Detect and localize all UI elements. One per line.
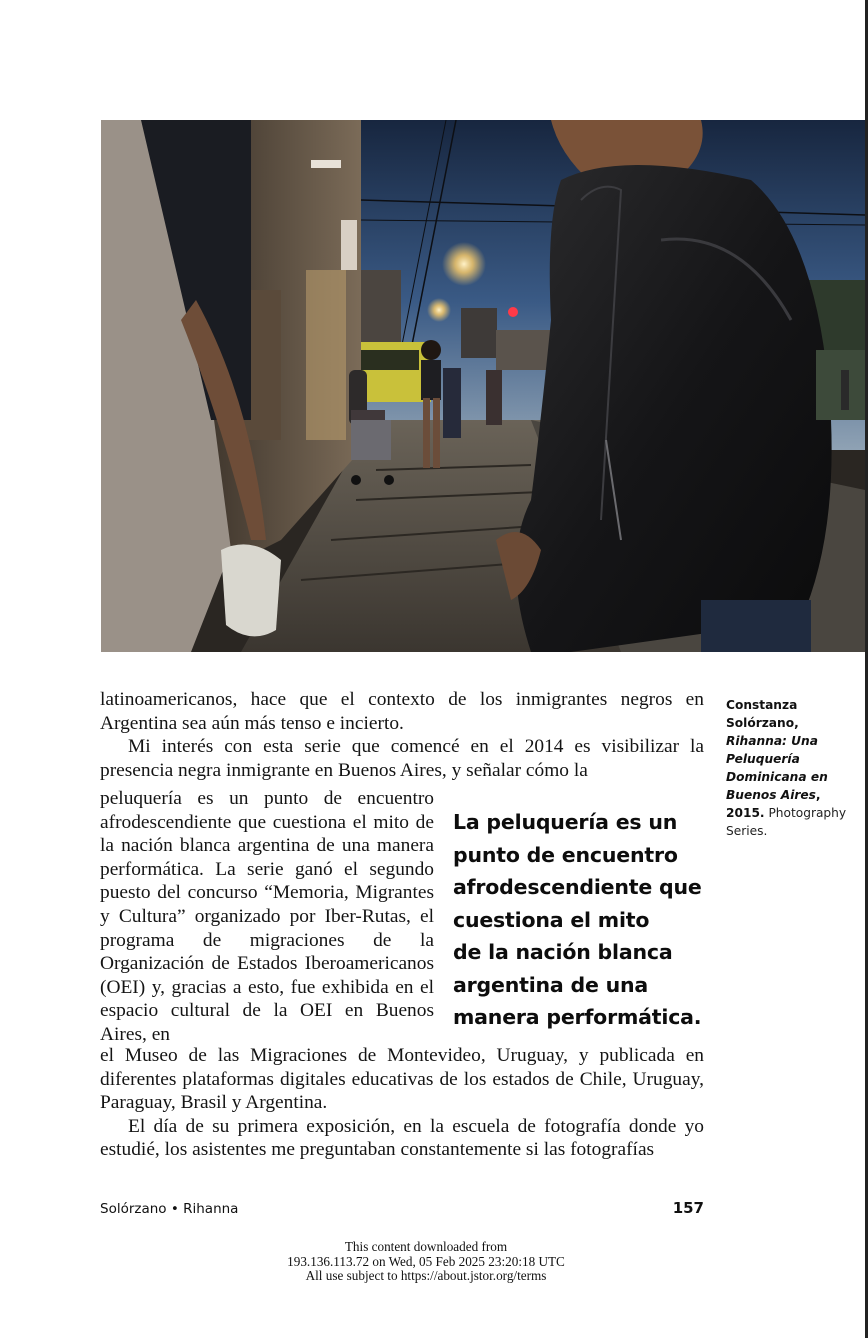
paragraph-interest-end: el Museo de las Migraciones de Montevideo, Uruguay, y publicada en diferentes plataformas digitales educativas de los estados de Chile, Uruguay, Paraguay, Brasil y Argentina. — [100, 1045, 704, 1114]
pull-quote-line: afrodescendiente que — [453, 875, 702, 899]
body-text-bottom — [100, 1044, 704, 1162]
pull-quote — [453, 806, 713, 1034]
download-notice-line: This content downloaded from — [344, 1239, 508, 1254]
pull-quote-line: argentina de una — [453, 972, 649, 997]
download-notice-terms[interactable]: All use subject to https://about.jstor.org/terms — [305, 1268, 547, 1284]
caption-author: Constanza Solórzano, — [726, 698, 799, 730]
paragraph-interest-narrow: peluquería es un punto de encuentro afrodescendiente que cuestiona el mito de la nación blanca argentina de una manera performática. La serie ganó el segundo puesto del concurso “Memoria, Migrantes y Cultura” organizado por Iber-Rutas, el programa de migraciones de la Organización de Estados Iberoamericanos (OEI) y, gracias a esto, fue exhibida en el espacio cultural de la OEI en Buenos Aires, en — [100, 788, 434, 1045]
photograph-illustration — [101, 120, 865, 652]
caption-series: Photography Series. — [726, 806, 847, 838]
pull-quote-line: manera performática. — [453, 1005, 702, 1029]
body-text-top — [100, 688, 704, 782]
paragraph-interest-wide: Mi interés con esta serie que comencé en el 2014 es visibilizar la presencia negra inmigrante en Buenos Aires, y señalar cómo la — [100, 736, 704, 781]
running-head: Solórzano • Rihanna — [100, 1201, 239, 1217]
pull-quote-line: punto de encuentro — [453, 842, 678, 867]
download-notice-line: 193.136.113.72 on Wed, 05 Feb 2025 23:20:18 UTC — [287, 1253, 565, 1269]
page-number: 157 — [672, 1199, 704, 1217]
caption-year: , 2015. — [726, 788, 821, 820]
photo-caption — [726, 696, 858, 840]
pull-quote-line: de la nación blanca — [453, 940, 673, 964]
paragraph-continuation: latinoamericanos, hace que el contexto de los inmigrantes negros en Argentina sea aún más tenso e incierto. — [100, 689, 704, 734]
street-photograph — [101, 120, 865, 652]
pull-quote-line: La peluquería es un — [453, 810, 678, 834]
caption-title: Rihanna: Una Peluquería Dominicana en Buenos Aires — [726, 734, 828, 802]
paragraph-exhibition: El día de su primera exposición, en la escuela de fotografía donde yo estudié, los asistentes me preguntaban constantemente si las fotografías — [100, 1115, 704, 1161]
download-notice — [226, 1240, 626, 1284]
pull-quote-line: cuestiona el mito — [453, 907, 650, 932]
